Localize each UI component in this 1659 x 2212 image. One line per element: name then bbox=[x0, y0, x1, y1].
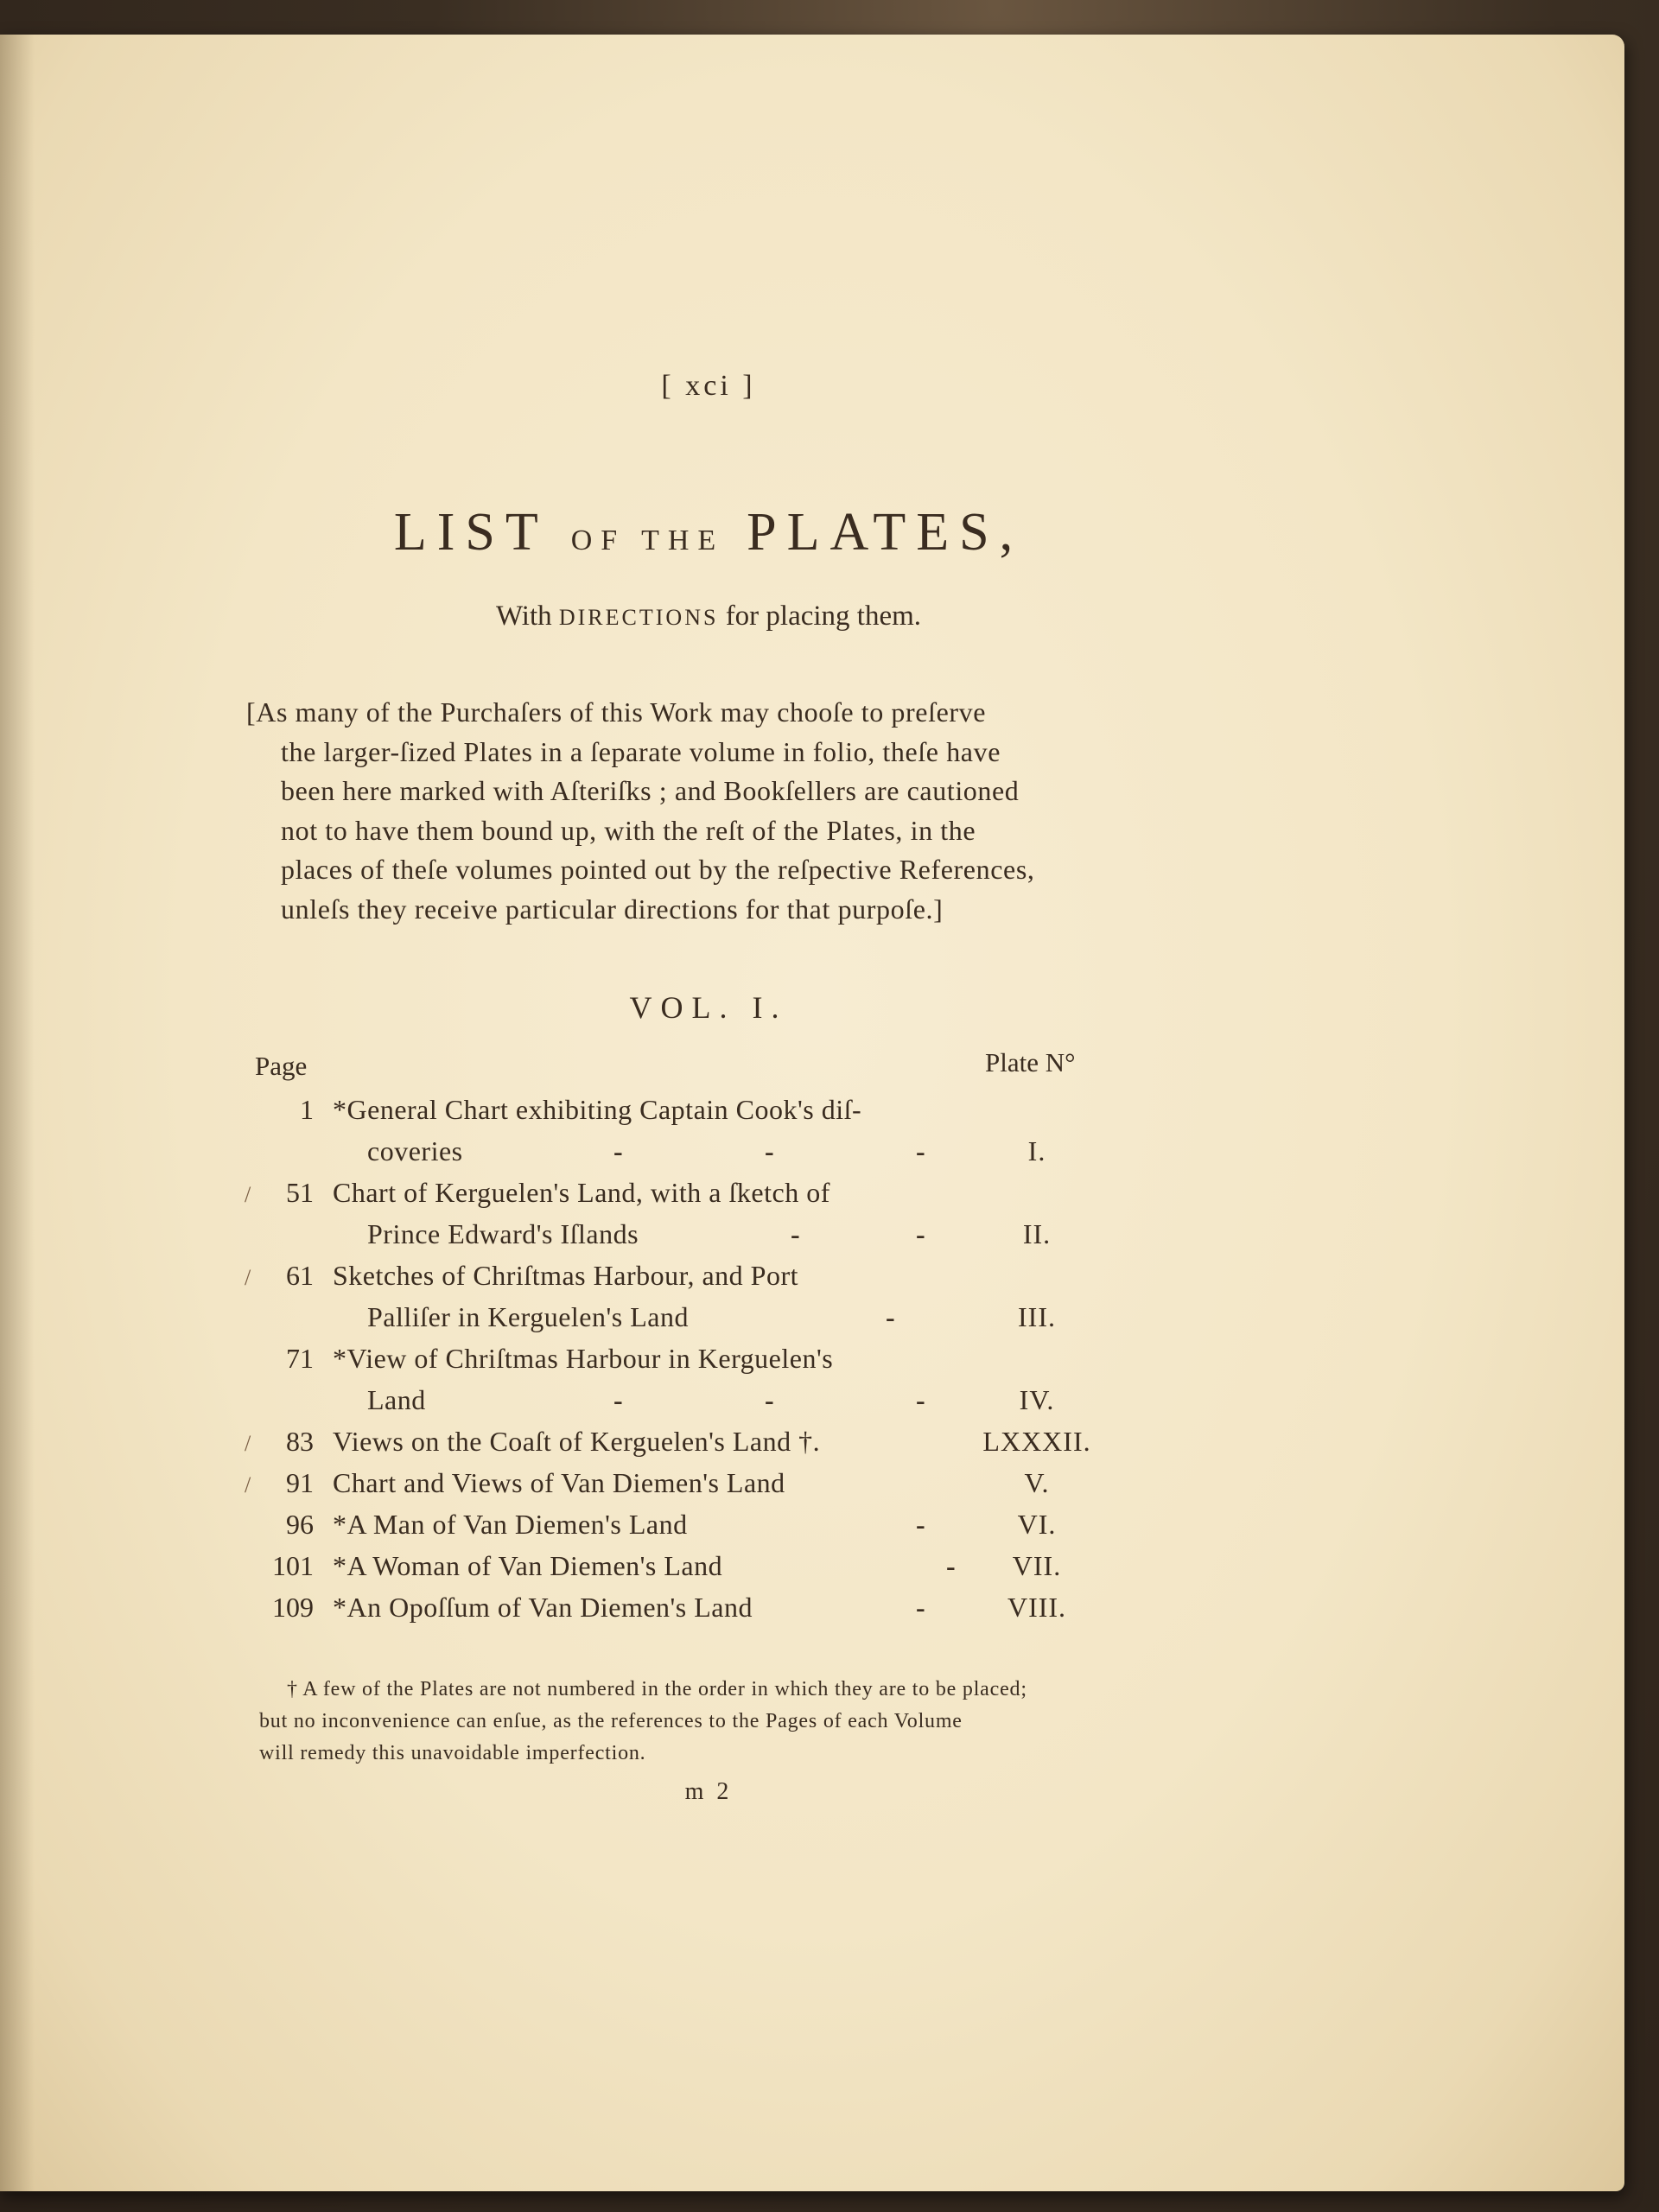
plate-entry bbox=[246, 1503, 1197, 1545]
intro-line: unleſs they receive particular directions for that purpoſe.] bbox=[281, 893, 944, 925]
footnote-line: will remedy this unavoidable imperfection. bbox=[259, 1742, 646, 1764]
leader-dash: - bbox=[886, 1301, 895, 1332]
pencil-tick-mark: / bbox=[245, 1265, 251, 1290]
plate-entry bbox=[246, 1421, 1197, 1462]
plate-entry bbox=[246, 1338, 1197, 1421]
intro-line: places of theſe volumes pointed out by the reſpective References, bbox=[281, 854, 1035, 885]
entry-page-number: 83 bbox=[286, 1426, 314, 1457]
entry-plate-number: II. bbox=[1022, 1218, 1052, 1249]
intro-paragraph bbox=[246, 693, 1175, 929]
title-list: LIST bbox=[393, 503, 549, 562]
entry-title: Chart and Views of Van Diemen's Land bbox=[333, 1467, 785, 1498]
entry-title-continued: coveries bbox=[367, 1135, 463, 1166]
entry-page-number: 71 bbox=[286, 1343, 314, 1374]
plate-entry bbox=[246, 1586, 1197, 1628]
entry-title-continued: Palliſer in Kerguelen's Land bbox=[367, 1301, 689, 1332]
plate-entry bbox=[246, 1172, 1197, 1255]
plates-header bbox=[246, 1046, 1197, 1089]
entry-plate-number: LXXXII. bbox=[982, 1426, 1091, 1457]
column-page-header: Page bbox=[255, 1051, 308, 1081]
footnote-line: † A few of the Plates are not numbered in the order in which they are to be placed; bbox=[287, 1678, 1027, 1700]
title-of-the: OF THE bbox=[570, 524, 725, 556]
footnote-line: but no inconvenience can enſue, as the references to the Pages of each Volume bbox=[259, 1710, 963, 1732]
intro-line: not to have them bound up, with the reſt of the Plates, in the bbox=[281, 814, 976, 846]
entry-page-number: 51 bbox=[286, 1177, 314, 1208]
entry-title: *General Chart exhibiting Captain Cook's diſ- bbox=[333, 1094, 862, 1125]
entry-title: *An Opoſſum of Van Diemen's Land bbox=[333, 1592, 753, 1623]
folio-number: [ xci ] bbox=[661, 370, 756, 402]
pencil-tick-mark: / bbox=[245, 1431, 251, 1456]
intro-line: been here marked with Aſteriſks ; and Bookſellers are cautioned bbox=[281, 775, 1020, 806]
entry-page-number: 1 bbox=[300, 1094, 314, 1125]
plate-entry bbox=[246, 1089, 1197, 1172]
entry-line-1 bbox=[246, 1503, 1197, 1545]
plate-entry bbox=[246, 1255, 1197, 1338]
entry-line-2 bbox=[246, 1130, 1197, 1172]
entry-page-number: 96 bbox=[286, 1509, 314, 1540]
plates-list bbox=[246, 1046, 1197, 1628]
entry-title: *A Woman of Van Diemen's Land bbox=[333, 1550, 723, 1581]
intro-line: [As many of the Purchaſers of this Work may chooſe to preſerve bbox=[246, 696, 987, 728]
leader-dash: - bbox=[916, 1218, 925, 1249]
entry-title-continued: Prince Edward's Iſlands bbox=[367, 1218, 639, 1249]
volume-heading: VOL. I. bbox=[629, 990, 788, 1025]
subtitle-directions: DIRECTIONS bbox=[558, 605, 719, 630]
leader-dash: - bbox=[916, 1592, 925, 1623]
entry-line-2 bbox=[246, 1379, 1197, 1421]
column-plate-header: Plate N° bbox=[985, 1047, 1076, 1077]
page-subtitle bbox=[259, 601, 1158, 632]
entry-line-2 bbox=[246, 1296, 1197, 1338]
intro-line: the larger-ſized Plates in a ſeparate volume in folio, theſe have bbox=[281, 735, 1001, 767]
entry-line-1 bbox=[246, 1172, 1197, 1213]
title-plates: PLATES, bbox=[747, 503, 1024, 562]
pencil-tick-mark: / bbox=[245, 1182, 251, 1207]
entry-plate-number: VI. bbox=[1017, 1509, 1057, 1540]
entry-title-continued: Land bbox=[367, 1384, 426, 1415]
page-title bbox=[259, 503, 1158, 562]
entry-line-1 bbox=[246, 1462, 1197, 1503]
leader-dash: - bbox=[916, 1135, 925, 1166]
entry-page-number: 91 bbox=[286, 1467, 314, 1498]
leader-dash: - bbox=[946, 1550, 956, 1581]
entry-plate-number: V. bbox=[1024, 1467, 1050, 1498]
leader-dash: - bbox=[916, 1509, 925, 1540]
leader-dash: - bbox=[916, 1384, 925, 1415]
leader-dash: - bbox=[613, 1135, 623, 1166]
entry-line-1 bbox=[246, 1545, 1197, 1586]
book-page bbox=[0, 35, 1624, 2191]
entry-line-1 bbox=[246, 1586, 1197, 1628]
entry-title: Sketches of Chriſtmas Harbour, and Port bbox=[333, 1260, 799, 1291]
entry-plate-number: VIII. bbox=[1007, 1592, 1067, 1623]
subtitle-post: for placing them. bbox=[725, 601, 922, 632]
entry-line-2 bbox=[246, 1213, 1197, 1255]
entry-title: *View of Chriſtmas Harbour in Kerguelen's bbox=[333, 1343, 834, 1374]
signature-mark: m 2 bbox=[684, 1778, 733, 1805]
leader-dash: - bbox=[791, 1218, 800, 1249]
leader-dash: - bbox=[765, 1135, 774, 1166]
entry-plate-number: III. bbox=[1018, 1301, 1056, 1332]
entry-line-1 bbox=[246, 1089, 1197, 1130]
footnote bbox=[259, 1674, 1192, 1770]
subtitle-pre: With bbox=[495, 601, 552, 632]
entry-line-1 bbox=[246, 1338, 1197, 1379]
entry-line-1 bbox=[246, 1255, 1197, 1296]
plate-entry bbox=[246, 1545, 1197, 1586]
entry-page-number: 101 bbox=[272, 1550, 314, 1581]
plate-entry bbox=[246, 1462, 1197, 1503]
entry-plate-number: IV. bbox=[1019, 1384, 1055, 1415]
entry-title: Chart of Kerguelen's Land, with a ſketch of bbox=[333, 1177, 830, 1208]
entry-page-number: 61 bbox=[286, 1260, 314, 1291]
entry-plate-number: I. bbox=[1027, 1135, 1046, 1166]
entry-page-number: 109 bbox=[272, 1592, 314, 1623]
entry-line-1 bbox=[246, 1421, 1197, 1462]
entry-plate-number: VII. bbox=[1012, 1550, 1062, 1581]
leader-dash: - bbox=[765, 1384, 774, 1415]
entry-title: Views on the Coaſt of Kerguelen's Land †. bbox=[333, 1426, 821, 1457]
pencil-tick-mark: / bbox=[245, 1472, 251, 1497]
leader-dash: - bbox=[613, 1384, 623, 1415]
entry-title: *A Man of Van Diemen's Land bbox=[333, 1509, 688, 1540]
